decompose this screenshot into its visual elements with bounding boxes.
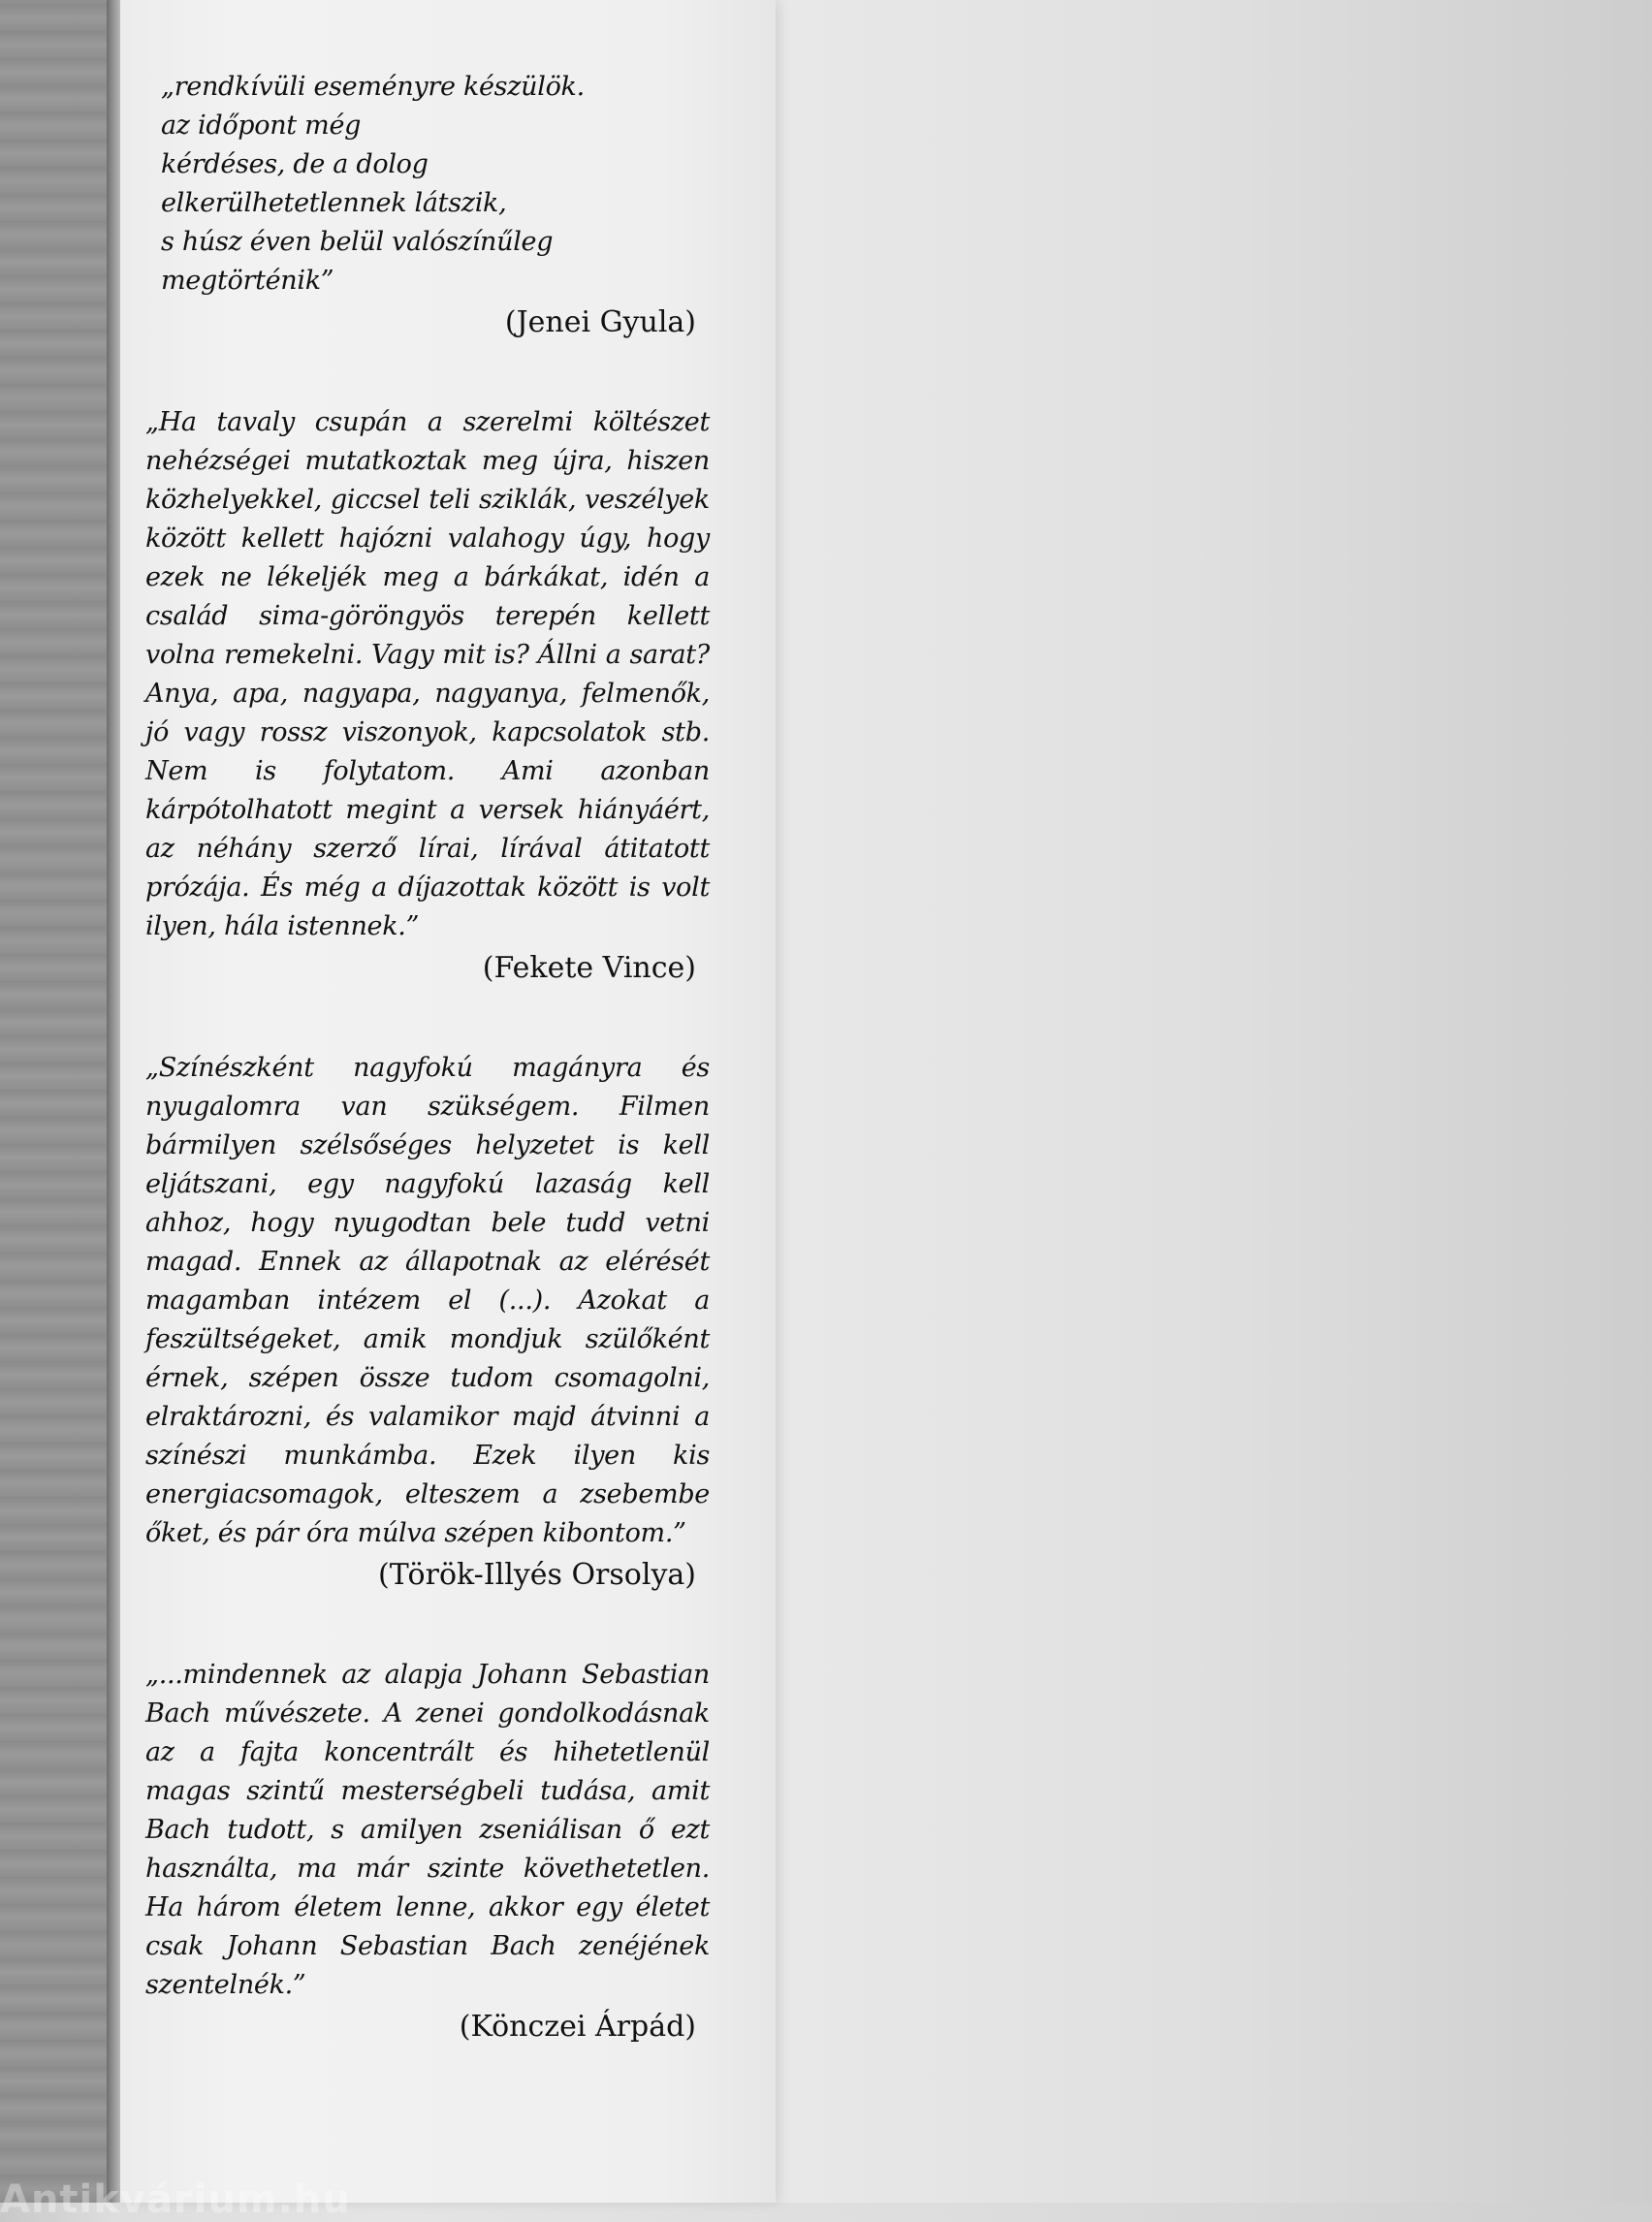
spine-edge bbox=[107, 0, 120, 2203]
quote-text: „Színészként nagyfokú magányra és nyugalomra van szükségem. Filmen bármilyen szélsőséges helyzetet is kell eljátszani, egy nagyfokú lazaság kell ahhoz, hogy nyugodtan bele tudd vetni magad. Ennek az állapotnak az elérését magamban intézem el (...). Azokat a feszültségeket, amik mondjuk szülőként érnek, szépen össze tudom csomagolni, elraktározni, és valamikor majd átvinni a színészi munkámba. Ezek ilyen kis energiacsomagok, elteszem a zsebembe őket, és pár óra múlva szépen kibontom.” bbox=[145, 1053, 710, 1548]
book-spine bbox=[0, 0, 114, 2203]
quote-block-konczei bbox=[145, 1656, 710, 2047]
quote-text: „...mindennek az alapja Johann Sebastian Bach művészete. A zenei gondolkodásnak az a fajta koncentrált és hihetetlenül magas szintű mesterségbeli tudása, amit Bach tudott, s amilyen zseniálisan ő ezt használta, ma már szinte követhetetlen. Ha három életem lenne, akkor egy életet csak Johann Sebastian Bach zenéjének szentelnék.” bbox=[145, 1660, 710, 2000]
quote-block-torok-illyes bbox=[145, 1049, 710, 1596]
quote-author: (Fekete Vince) bbox=[482, 951, 696, 985]
quote-block-jenei bbox=[145, 68, 710, 343]
quote-author: (Jenei Gyula) bbox=[504, 305, 696, 339]
quote-author: (Könczei Árpád) bbox=[459, 2010, 696, 2044]
spacer bbox=[145, 989, 710, 1049]
quote-block-fekete bbox=[145, 403, 710, 989]
quote-author: (Török-Illyés Orsolya) bbox=[377, 1558, 696, 1592]
watermark-text: Antikvárium.hu bbox=[0, 2177, 351, 2222]
quotes-column bbox=[145, 68, 710, 2047]
spacer bbox=[145, 1596, 710, 1656]
spacer bbox=[145, 343, 710, 403]
quote-text: „Ha tavaly csupán a szerelmi költészet nehézségei mutatkoztak meg újra, hiszen közhelyekkel, giccsel teli sziklák, veszélyek között kellett hajózni valahogy úgy, hogy ezek ne lékeljék meg a bárkákat, idén a család sima-göröngyös terepén kellett volna remekelni. Vagy mit is? Állni a sarat? Anya, apa, nagyapa, nagyanya, felmenők, jó vagy rossz viszonyok, kapcsolatok stb. Nem is folytatom. Ami azonban kárpótolhatott megint a versek hiányáért, az néhány szerző lírai, lírával átitatott prózája. És még a díjazottak között is volt ilyen, hála istennek.” bbox=[145, 407, 710, 941]
quote-text: „rendkívüli eseményre készülök. az időpont még kérdéses, de a dolog elkerülhetetlennek látszik, s húsz éven belül valószínűleg megtörténik” bbox=[161, 72, 585, 296]
